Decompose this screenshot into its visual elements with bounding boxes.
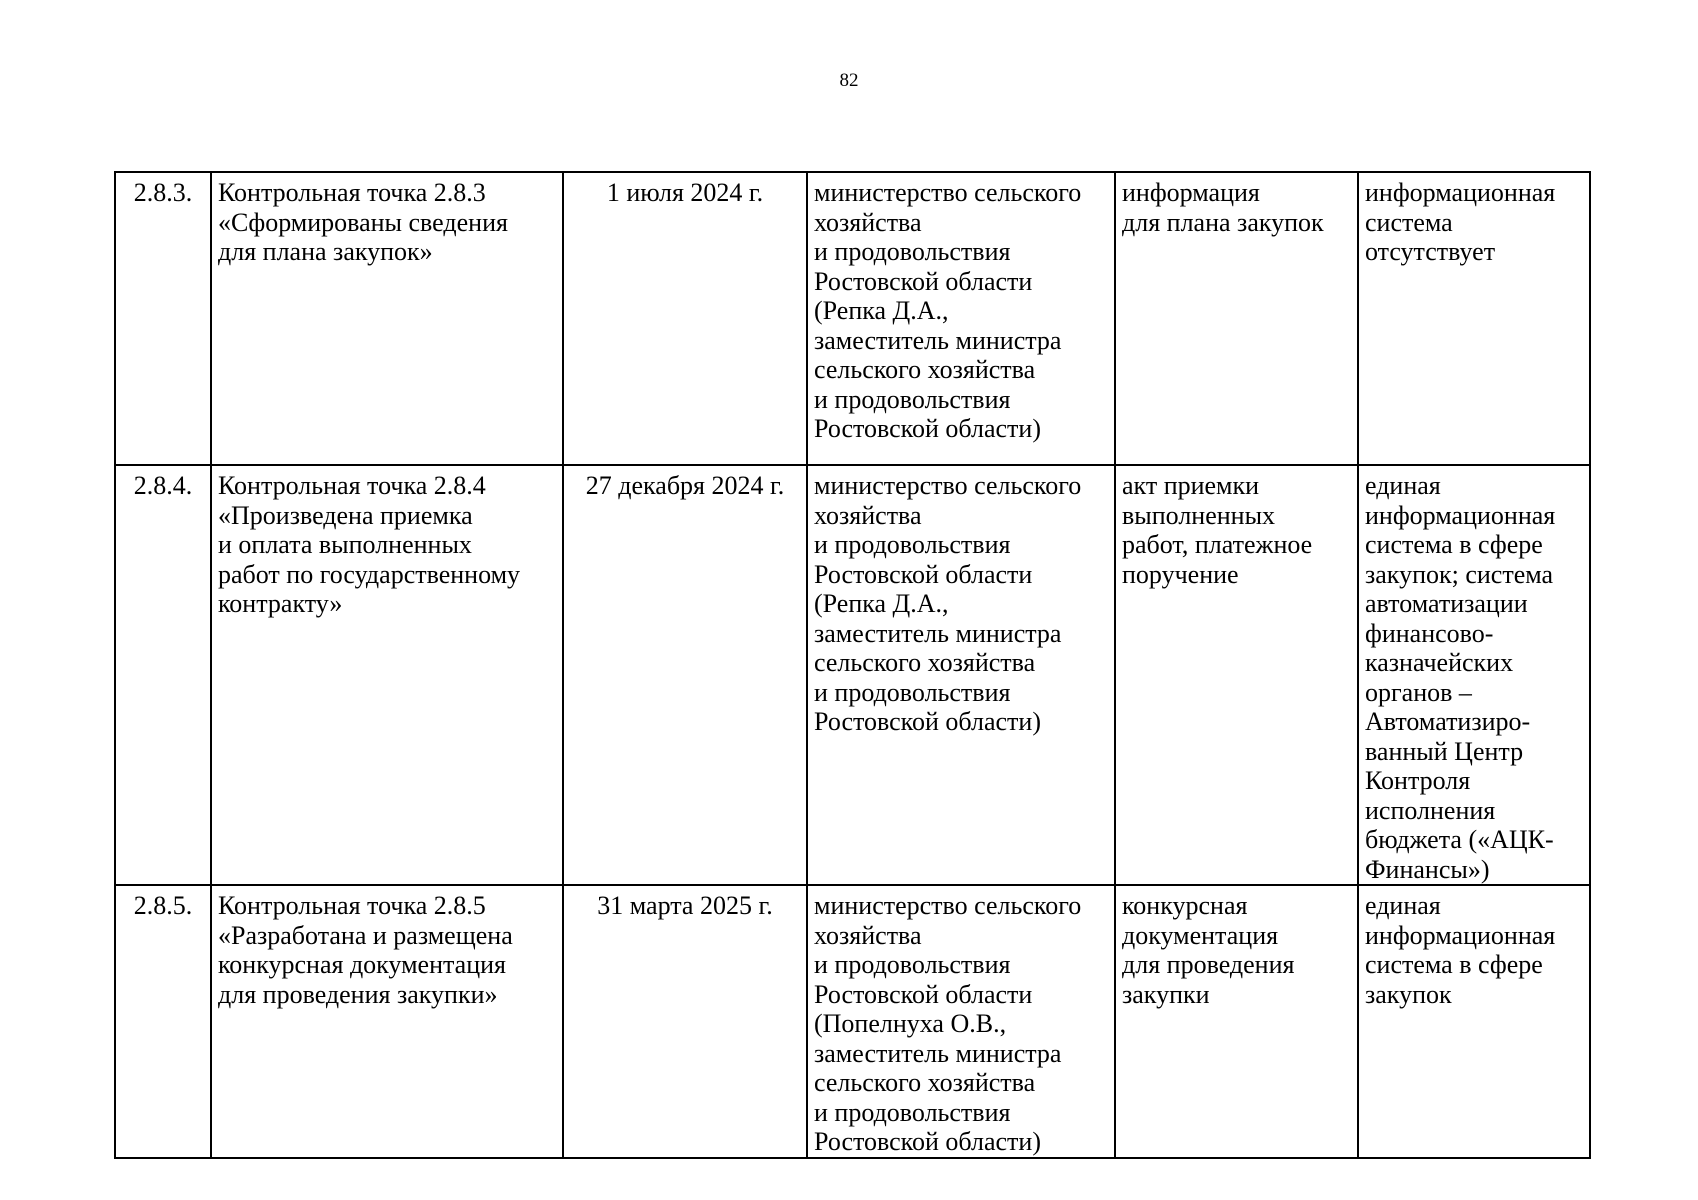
table-row [115,172,1590,465]
control-points-table [114,171,1591,1159]
deadline-date: 31 марта 2025 г. [563,885,807,1158]
information-system: единая информационная система в сфере закупок [1358,885,1590,1158]
control-point-name: Контрольная точка 2.8.4 «Произведена приемка и оплата выполненных работ по государственному контракту» [211,465,563,885]
table-row [115,885,1590,1158]
deadline-date: 27 декабря 2024 г. [563,465,807,885]
row-number: 2.8.5. [115,885,211,1158]
confirming-document: конкурсная документация для проведения закупки [1115,885,1358,1158]
deadline-date: 1 июля 2024 г. [563,172,807,465]
control-point-name: Контрольная точка 2.8.5 «Разработана и размещена конкурсная документация для проведения закупки» [211,885,563,1158]
row-number: 2.8.3. [115,172,211,465]
responsible-party: министерство сельского хозяйства и продовольствия Ростовской области (Попелнуха О.В., заместитель министра сельского хозяйства и продовольствия Ростовской области) [807,885,1115,1158]
responsible-party: министерство сельского хозяйства и продовольствия Ростовской области (Репка Д.А., заместитель министра сельского хозяйства и продовольствия Ростовской области) [807,172,1115,465]
page-number: 82 [839,70,859,91]
table-row [115,465,1590,885]
confirming-document: акт приемки выполненных работ, платежное поручение [1115,465,1358,885]
information-system: единая информационная система в сфере закупок; система автоматизации финансово- казначейских органов – Автоматизиро- ванный Центр Контроля исполнения бюджета («АЦК- Финансы») [1358,465,1590,885]
responsible-party: министерство сельского хозяйства и продовольствия Ростовской области (Репка Д.А., заместитель министра сельского хозяйства и продовольствия Ростовской области) [807,465,1115,885]
row-number: 2.8.4. [115,465,211,885]
information-system: информационная система отсутствует [1358,172,1590,465]
control-point-name: Контрольная точка 2.8.3 «Сформированы сведения для плана закупок» [211,172,563,465]
confirming-document: информация для плана закупок [1115,172,1358,465]
